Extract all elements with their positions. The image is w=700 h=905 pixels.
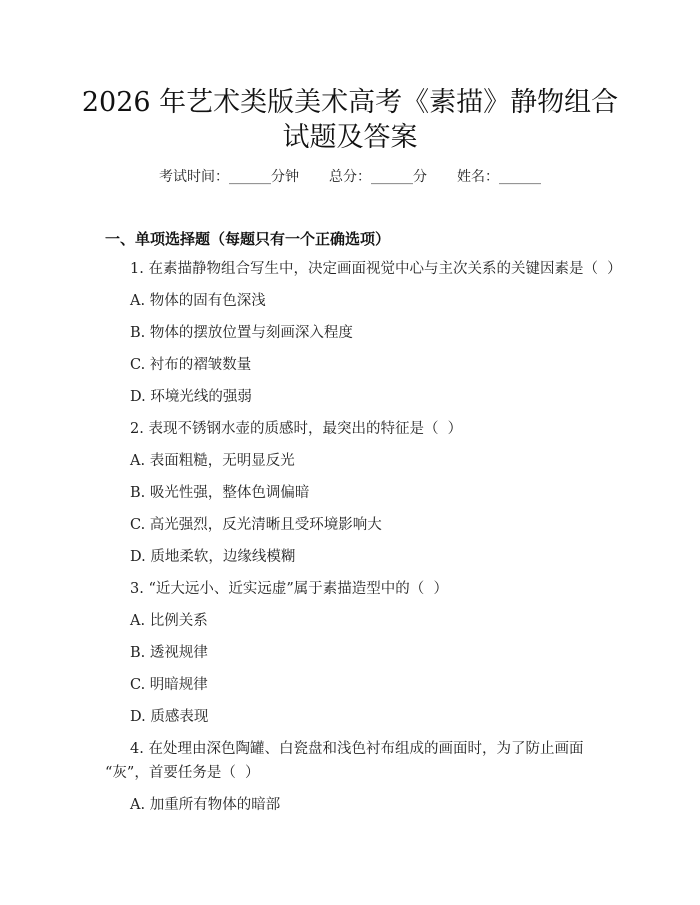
option-b: B. 吸光性强，整体色调偏暗 [130,485,310,501]
question-stem: 4. 在处理由深色陶罐、白瓷盘和浅色衬布组成的画面时，为了防止画面 [130,741,584,757]
question-stem: 3. “近大远小、近实远虚”属于素描造型中的（ ） [130,581,448,597]
option-d: D. 质地柔软，边缘线模糊 [130,549,296,565]
option-c: C. 明暗规律 [130,677,208,693]
option-b: B. 物体的摆放位置与刻画深入程度 [130,325,353,341]
option-a: A. 加重所有物体的暗部 [130,797,281,813]
document-title-line-1: 2026 年艺术类版美术高考《素描》静物组合 [81,87,619,118]
option-d: D. 环境光线的强弱 [130,389,252,405]
option-a: A. 物体的固有色深浅 [130,293,266,309]
option-b: B. 透视规律 [130,645,208,661]
student-name-field: 姓名：______ [457,169,541,185]
question-stem: 1. 在素描静物组合写生中，决定画面视觉中心与主次关系的关键因素是（ ） [130,261,622,277]
option-d: D. 质感表现 [130,709,209,725]
total-score-field: 总分：______分 [329,169,427,185]
exam-meta-row [0,167,700,187]
section-heading: 一、单项选择题（每题只有一个正确选项） [105,230,391,248]
option-a: A. 比例关系 [130,613,208,629]
question-stem: 2. 表现不锈钢水壶的质感时，最突出的特征是（ ） [130,421,463,437]
question-stem-continuation: “灰”，首要任务是（ ） [105,765,260,781]
option-c: C. 高光强烈，反光清晰且受环境影响大 [130,517,382,533]
option-a: A. 表面粗糙，无明显反光 [130,453,295,469]
exam-time-field: 考试时间：______分钟 [159,169,299,185]
option-c: C. 衬布的褶皱数量 [130,357,252,373]
document-title-line-2: 试题及答案 [282,122,418,153]
